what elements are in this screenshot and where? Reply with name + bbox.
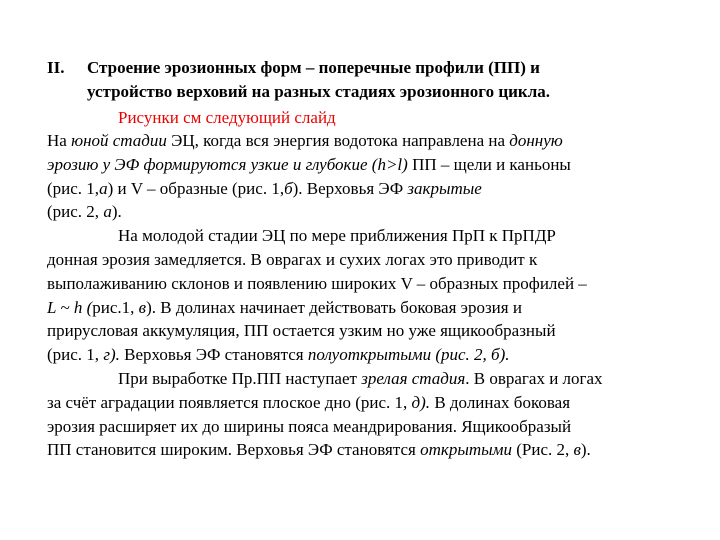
body-line: [47, 177, 707, 201]
italic-text: а: [99, 178, 108, 198]
body-line: [47, 129, 707, 153]
italic-text: открытыми: [420, 440, 512, 460]
italic-text: закрытые: [407, 178, 482, 198]
figure-reference-note: Рисунки см следующий слайд: [118, 108, 336, 127]
italic-text: в: [573, 440, 581, 460]
italic-text: L ~ h (: [47, 297, 93, 317]
text-run: (рис. 2,: [47, 202, 104, 222]
text-run: (рис. 1,: [47, 345, 104, 365]
italic-text: донную: [509, 131, 563, 150]
italic-text: зрелая стадия: [361, 368, 466, 388]
body-text: [47, 129, 707, 462]
text-run: Верховья ЭФ становятся: [119, 345, 308, 365]
body-line: [47, 415, 707, 439]
text-run: эрозия расширяет их до ширины пояса меандрирования. Ящикообразый: [47, 416, 572, 436]
text-run: ). В долинах начинает действовать боковая эрозия и: [146, 297, 522, 317]
body-line: [47, 200, 707, 224]
text-run: прирусловая аккумуляция, ПП остается узким но уже ящикообразный: [47, 321, 556, 341]
body-line: [47, 319, 707, 343]
section-title-line-1: Строение эрозионных форм – поперечные профили (ПП) и: [87, 58, 540, 77]
body-line: [47, 248, 707, 272]
body-line: [47, 343, 707, 367]
text-run: (Рис. 2,: [511, 440, 574, 460]
text-run: На: [47, 131, 72, 150]
body-line: [47, 296, 707, 320]
text-run: рис.1,: [92, 297, 139, 317]
text-run: выполаживанию склонов и появлению широких V – образных профилей –: [47, 273, 587, 293]
italic-text: юной стадии: [71, 131, 167, 150]
text-run: ПП – щели и каньоны: [407, 154, 571, 174]
section-title-line-2: устройство верховий на разных стадиях эрозионного цикла.: [87, 82, 551, 101]
text-run: ).: [580, 440, 591, 460]
text-run: за счёт аградации появляется плоское дно (рис. 1,: [47, 392, 412, 412]
section-title: [87, 56, 707, 104]
italic-text: в: [138, 297, 147, 317]
body-line: [47, 224, 707, 248]
italic-text: полуоткрытыми (рис. 2, б).: [307, 345, 510, 365]
text-run: ЭЦ, когда вся энергия водотока направлена на: [166, 131, 510, 150]
text-run: . В оврагах и логах: [465, 368, 603, 388]
text-run: При выработке Пр.ПП наступает: [118, 368, 362, 388]
italic-text: б: [284, 178, 293, 198]
text-run: ).: [111, 202, 122, 222]
body-line: [47, 391, 707, 415]
italic-text: эрозию у ЭФ формируются узкие и глубокие (h>l): [47, 154, 408, 174]
text-run: ). Верховья ЭФ: [292, 178, 408, 198]
text-run: донная эрозия замедляется. В оврагах и сухих логах это приводит к: [47, 249, 538, 269]
italic-text: а: [103, 202, 112, 222]
text-run: На молодой стадии ЭЦ по мере приближения ПрП к ПрПДР: [118, 226, 556, 246]
body-line: [47, 367, 707, 391]
italic-text: д).: [411, 392, 431, 412]
text-run: (рис. 1,: [47, 178, 100, 198]
body-line: [47, 272, 707, 296]
text-run: ПП становится широким. Верховья ЭФ становятся: [47, 440, 421, 460]
text-run: В долинах боковая: [430, 392, 571, 412]
body-line: [47, 438, 707, 462]
section-heading: [47, 56, 707, 104]
body-line: [47, 153, 707, 177]
italic-text: г).: [103, 345, 120, 365]
text-run: ) и V – образные (рис. 1,: [107, 178, 285, 198]
section-number: II.: [47, 58, 65, 77]
